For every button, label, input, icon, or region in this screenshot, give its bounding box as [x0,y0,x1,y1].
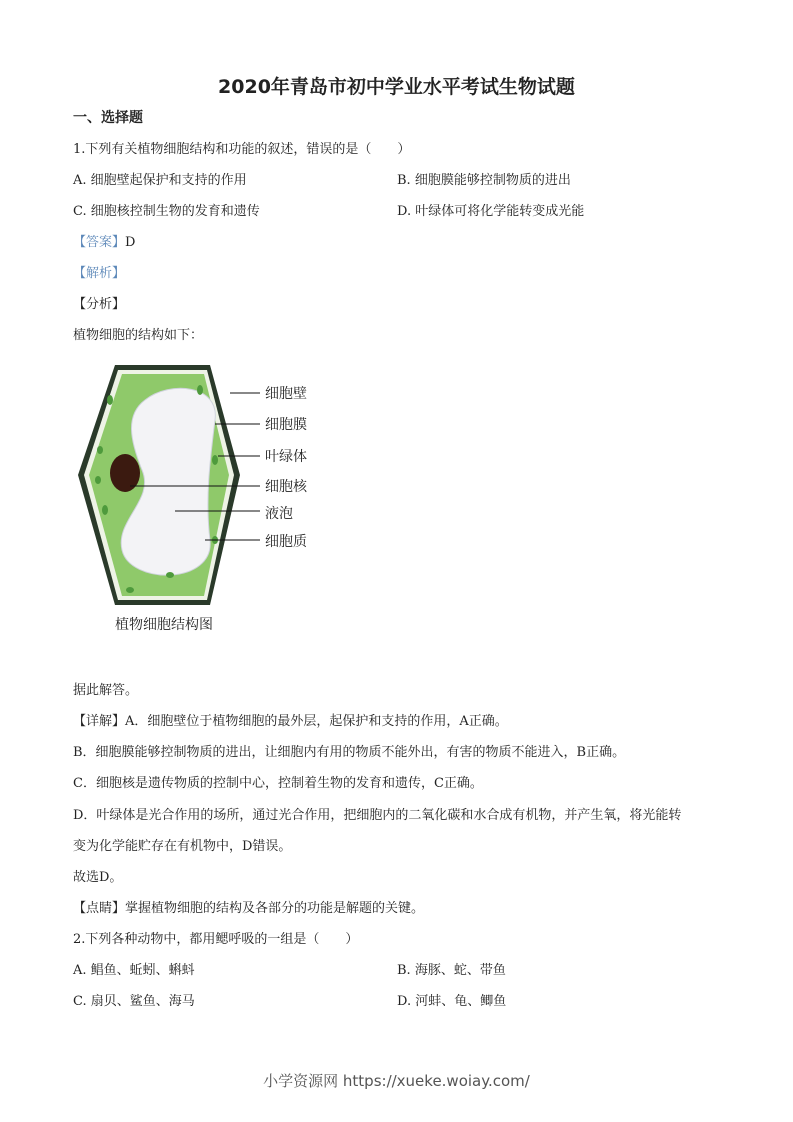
q2-option-a: A. 鲳鱼、蚯蚓、蝌蚪 [73,963,195,978]
q1-option-c: C. 细胞核控制生物的发育和遗传 [73,204,260,219]
q1-option-d: D. 叶绿体可将化学能转变成光能 [397,204,585,219]
q2-option-d: D. 河蚌、龟、鲫鱼 [397,994,507,1009]
label-cytoplasm: 细胞质 [265,534,307,550]
q1-option-a: A. 细胞壁起保护和支持的作用 [73,173,247,188]
detail-d-cont: 变为化学能贮存在有机物中，D错误。 [73,839,292,854]
q1-stem: 1.下列有关植物细胞结构和功能的叙述，错误的是（ ） [73,142,411,157]
page-title: 2020年青岛市初中学业水平考试生物试题 [218,76,575,98]
after-text: 据此解答。 [73,683,139,698]
jiexi-tag: 【解析】 [73,266,126,281]
answer-tag: 【答案】 [73,235,126,250]
q2-stem: 2.下列各种动物中，都用鳃呼吸的一组是（ ） [73,932,359,947]
intro-text: 植物细胞的结构如下： [73,328,204,343]
label-chloroplast: 叶绿体 [265,449,307,465]
label-nucleus: 细胞核 [265,479,307,495]
q2-option-b: B. 海豚、蛇、带鱼 [397,963,506,978]
q2-option-c: C. 扇贝、鲨鱼、海马 [73,994,195,1009]
fenxi-tag: 【分析】 [73,297,126,312]
answer-line [73,235,135,251]
label-vacuole: 液泡 [265,506,293,522]
q1-option-b: B. 细胞膜能够控制物质的进出 [397,173,571,188]
label-cell-wall: 细胞壁 [265,386,307,402]
point-text: 【点睛】掌握植物细胞的结构及各部分的功能是解题的关键。 [73,901,425,916]
footer-watermark: 小学资源网 https://xueke.woiay.com/ [263,1072,530,1090]
label-cell-membrane: 细胞膜 [265,417,307,433]
detail-a: 【详解】A．细胞壁位于植物细胞的最外层，起保护和支持的作用，A正确。 [73,714,508,729]
diagram-caption: 植物细胞结构图 [115,617,213,633]
answer-value: D [125,235,136,250]
detail-d: D．叶绿体是光合作用的场所，通过光合作用，把细胞内的二氧化碳和水合成有机物，并产生氧，将光能转 [73,808,682,823]
detail-c: C．细胞核是遗传物质的控制中心，控制着生物的发育和遗传，C正确。 [73,776,483,791]
label-leader-lines [130,380,270,550]
section-heading: 一、选择题 [73,110,143,126]
choose-text: 故选D。 [73,870,123,885]
detail-b: B．细胞膜能够控制物质的进出，让细胞内有用的物质不能外出，有害的物质不能进入，B正确。 [73,745,626,760]
